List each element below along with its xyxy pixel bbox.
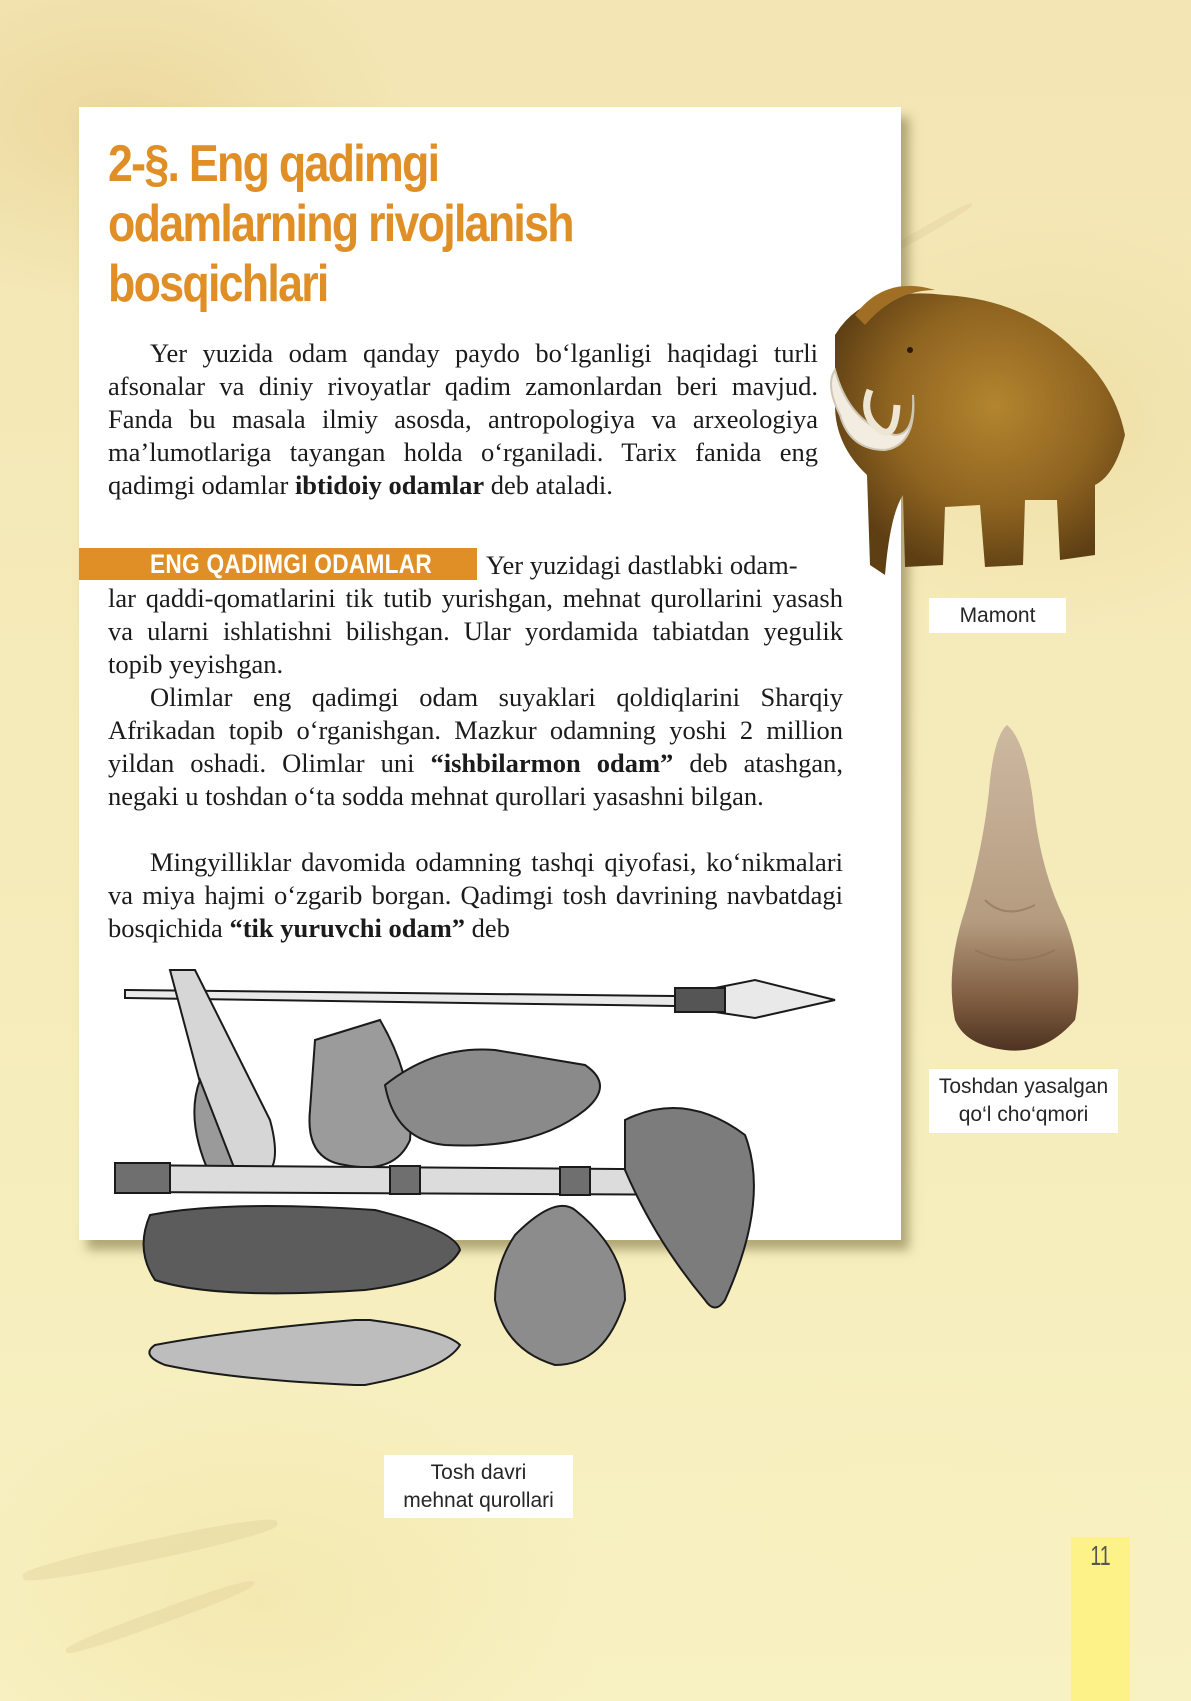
lesson-title [108, 134, 624, 314]
title-line: bosqichlari [108, 255, 328, 313]
key-term: “ishbilarmon odam” [430, 748, 674, 778]
hand-axe-photo-icon [945, 720, 1085, 1060]
mammoth-illustration-icon [795, 275, 1135, 575]
hand-axe-caption: Toshdan yasalgan qo‘l cho‘qmori [929, 1069, 1118, 1133]
background-texture [21, 1513, 279, 1587]
stone-tools-drawing-icon [115, 970, 835, 1440]
title-line: 2-§. Eng qadimgi [108, 135, 439, 193]
background-texture [64, 1576, 257, 1658]
section-label: ENG QADIMGI ODAMLAR [150, 549, 432, 579]
key-term: “tik yuruvchi odam” [229, 913, 466, 943]
intro-paragraph: Yer yuzida odam qanday paydo bo‘lganligi haqidagi turli afsonalar va diniy rivoyatlar qadim zamonlardan beri mavjud. Fanda bu masala ilmiy asosda, antropologiya va arxeologiya ma’lumotlariga tayangan holda o‘rganiladi. Tarix fanida eng qadimgi odamlar ibtidoiy odamlar deb ataladi. [108, 338, 818, 500]
title-line: odamlarning rivojlanish [108, 195, 573, 253]
tools-caption: Tosh davri mehnat qurollari [384, 1455, 573, 1518]
section-paragraph: lar qaddi-qomatlarini tik tutib yurishgan, mehnat qurollarini yasash va ularni ishlatishni bilishgan. Ular yordamida tabiatdan yegulik topib yeyishgan. [108, 583, 843, 679]
millennia-paragraph: Mingyilliklar davomida odamning tashqi qiyofasi, ko‘nikmalari va miya hajmi o‘zgarib borgan. Qadimgi tosh davrining navbatdagi bosqichida “tik yuruvchi odam” deb [108, 847, 843, 943]
scientists-paragraph: Olimlar eng qadimgi odam suyaklari qoldiqlarini Sharqiy Afrikadan topib o‘rganishgan. Mazkur odamning yoshi 2 million yildan oshadi. Olimlar uni “ishbilarmon odam” deb atashgan, negaki u toshdan o‘ta sodda mehnat qurollari yasashni bilgan. [108, 682, 843, 811]
key-term: ibtidoiy odamlar [294, 470, 485, 500]
section-first-line: Yer yuzidagi dastlabki odam- [486, 550, 798, 580]
page-number: 11 [1090, 1540, 1111, 1571]
mammoth-caption: Mamont [929, 598, 1066, 633]
